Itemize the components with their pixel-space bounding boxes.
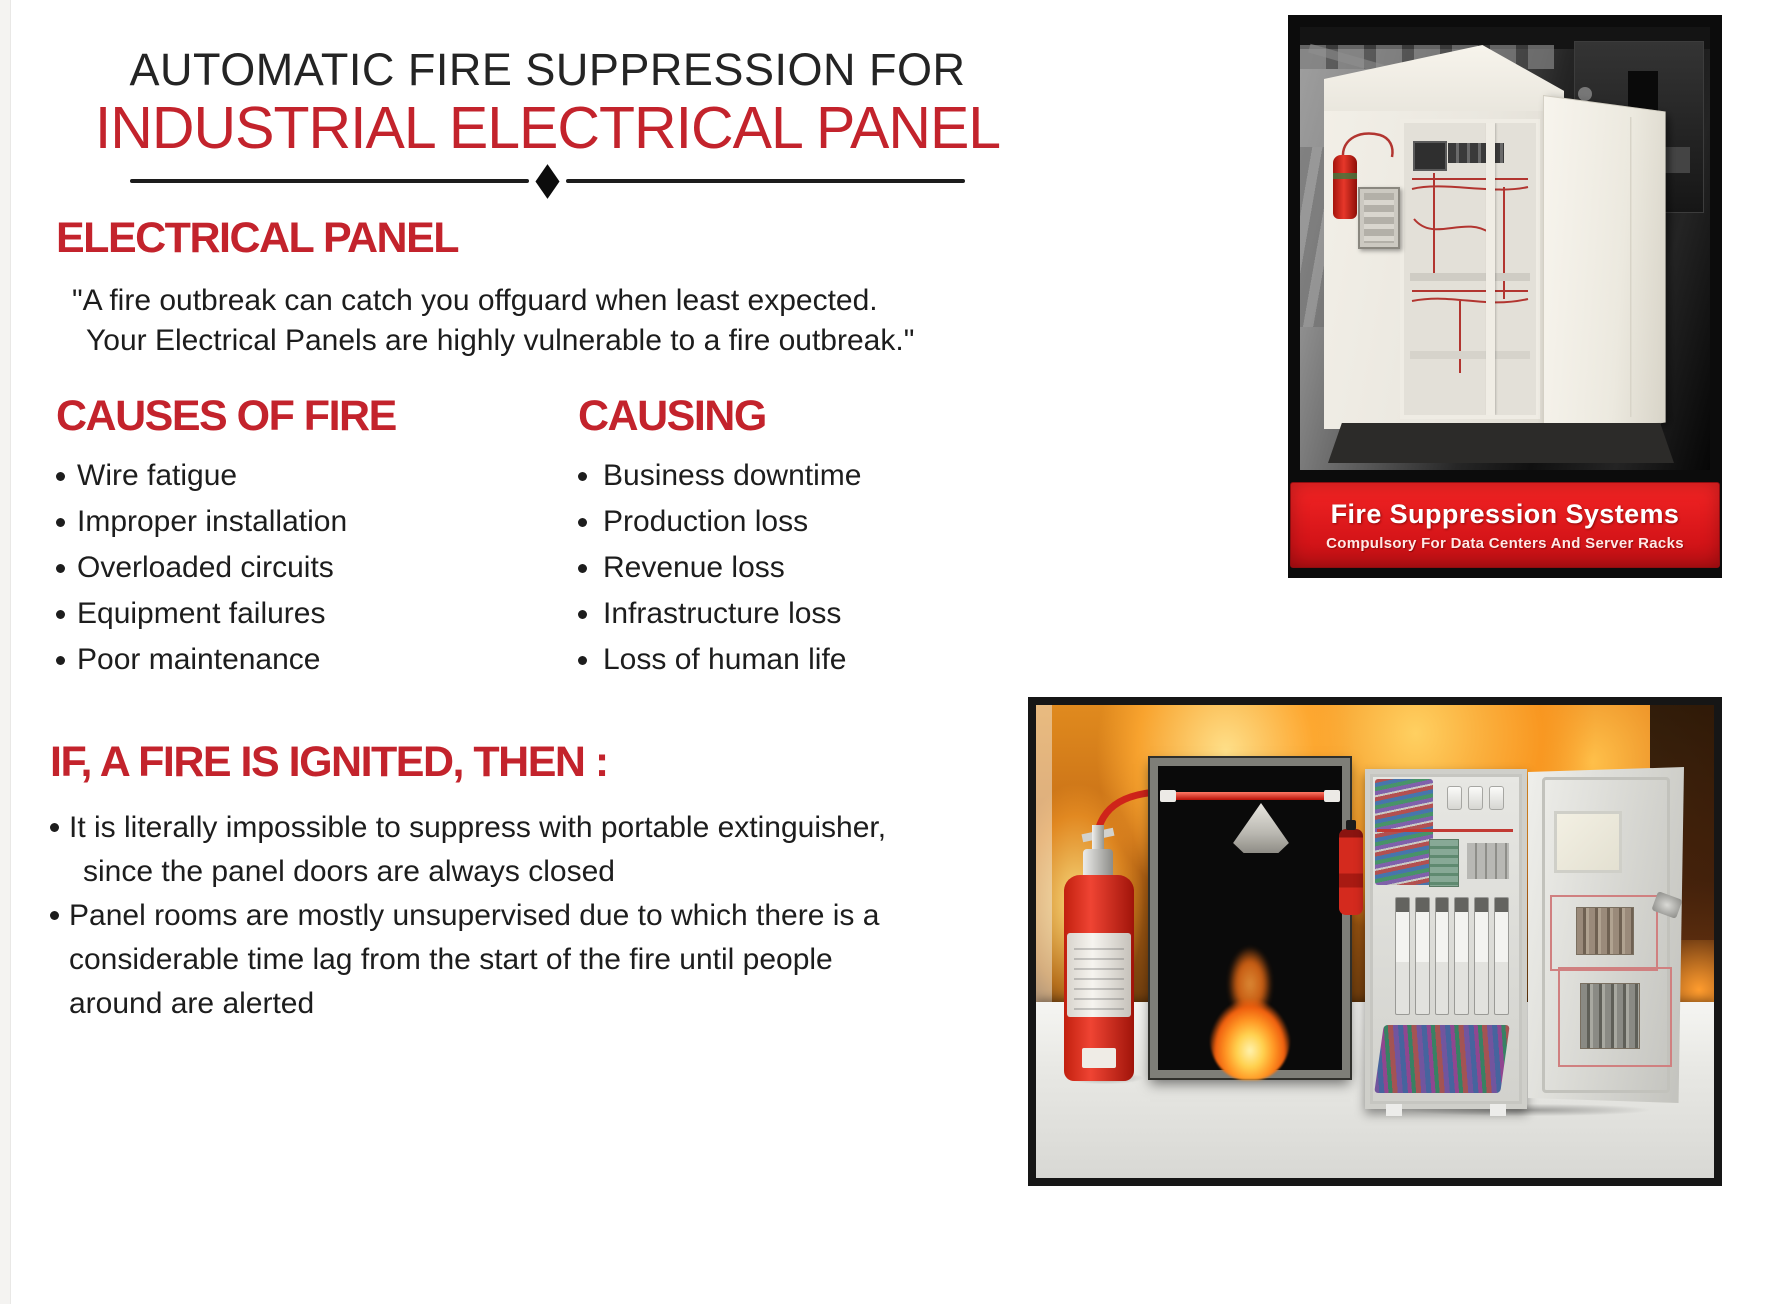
list-item bbox=[56, 499, 396, 545]
list-item bbox=[50, 806, 1050, 894]
bullet-icon bbox=[50, 823, 59, 832]
red-wire-run bbox=[1377, 829, 1513, 832]
interior-shelf bbox=[1410, 351, 1530, 359]
bullet-icon bbox=[56, 656, 65, 665]
wire-bundle-bottom bbox=[1374, 1025, 1510, 1093]
circuit-breaker bbox=[1474, 897, 1489, 1015]
factory-light bbox=[1578, 87, 1592, 101]
window-frame-strip bbox=[1036, 705, 1052, 1005]
bullet-icon bbox=[578, 518, 587, 527]
page-title-line2: INDUSTRIAL ELECTRICAL PANEL bbox=[94, 94, 1001, 161]
bullet-icon bbox=[578, 656, 587, 665]
panel-open-door bbox=[1528, 767, 1684, 1103]
cabinet-interior bbox=[1400, 119, 1540, 419]
diamond-icon bbox=[535, 164, 559, 199]
pipe-cap bbox=[1160, 790, 1176, 802]
causes-of-fire-section bbox=[56, 392, 396, 683]
fire-ignited-list bbox=[50, 806, 1050, 1026]
breaker-row bbox=[1395, 897, 1509, 1015]
fire-extinguisher-cylinder bbox=[1064, 825, 1134, 1081]
text-line: Panel rooms are mostly unsupervised due to which there is a bbox=[69, 899, 880, 933]
page-title-line1: AUTOMATIC FIRE SUPPRESSION FOR bbox=[129, 44, 966, 95]
terminal-block bbox=[1429, 839, 1459, 887]
banner-title: Fire Suppression Systems bbox=[1330, 498, 1680, 529]
door-relay-cluster bbox=[1576, 907, 1634, 955]
causes-list bbox=[56, 453, 396, 683]
panel-foot bbox=[1386, 1104, 1402, 1116]
mounted-extinguisher-icon bbox=[1333, 155, 1357, 219]
open-electrical-panel bbox=[1365, 769, 1527, 1109]
circuit-breaker bbox=[1395, 897, 1410, 1015]
control-keypad bbox=[1358, 187, 1400, 249]
divider-line-right bbox=[566, 179, 965, 183]
interior-mullion bbox=[1486, 123, 1495, 415]
list-item-label: Improper installation bbox=[77, 505, 348, 539]
bullet-icon bbox=[50, 911, 59, 920]
pipe-cap bbox=[1324, 790, 1340, 802]
interior-shelf bbox=[1410, 273, 1530, 281]
title-block bbox=[75, 44, 1020, 190]
photo-banner bbox=[1290, 482, 1720, 568]
keypad-buttons bbox=[1364, 193, 1394, 243]
fuse-cap bbox=[1468, 786, 1483, 810]
suppression-cabinet-photo bbox=[1288, 15, 1722, 578]
causing-heading: CAUSING bbox=[578, 392, 766, 440]
circuit-breaker bbox=[1435, 897, 1450, 1015]
list-item-label: Loss of human life bbox=[603, 643, 847, 677]
extinguisher-valve bbox=[1092, 825, 1104, 851]
list-item bbox=[50, 894, 1050, 1026]
bullet-icon bbox=[578, 472, 587, 481]
fire-ignited-section bbox=[50, 738, 1050, 1026]
circuit-breaker bbox=[1454, 897, 1469, 1015]
fuse-caps bbox=[1447, 786, 1504, 810]
list-item-label: Overloaded circuits bbox=[77, 551, 334, 585]
causing-list bbox=[578, 453, 861, 683]
extinguisher-band bbox=[1333, 173, 1357, 179]
door-window bbox=[1554, 811, 1622, 873]
list-item-text bbox=[69, 806, 886, 894]
fuse-cap bbox=[1489, 786, 1504, 810]
list-item-label: Business downtime bbox=[603, 459, 862, 493]
electrical-panel-section bbox=[56, 214, 458, 262]
text-line: considerable time lag from the start of the fire until people bbox=[69, 943, 833, 977]
list-item bbox=[578, 637, 861, 683]
list-item-label: Poor maintenance bbox=[77, 643, 321, 677]
quote-line-1: "A fire outbreak can catch you offguard when least expected. bbox=[72, 284, 878, 317]
bullet-icon bbox=[578, 564, 587, 573]
text-line: around are alerted bbox=[69, 987, 315, 1021]
causes-heading: CAUSES OF FIRE bbox=[56, 392, 396, 440]
fire-ignited-heading: IF, A FIRE IS IGNITED, THEN : bbox=[50, 738, 608, 786]
page-edge-shade bbox=[0, 0, 11, 1304]
intro-quote bbox=[72, 281, 914, 361]
bullet-icon bbox=[56, 518, 65, 527]
circuit-breaker bbox=[1415, 897, 1430, 1015]
bullet-icon bbox=[56, 610, 65, 619]
interior-components bbox=[1448, 143, 1504, 163]
list-item bbox=[578, 499, 861, 545]
text-line: It is literally impossible to suppress with portable extinguisher, bbox=[69, 811, 887, 845]
label-text-lines bbox=[1074, 940, 1124, 1010]
bullet-icon bbox=[578, 610, 587, 619]
list-item bbox=[578, 545, 861, 591]
list-item bbox=[578, 591, 861, 637]
panel-backplate bbox=[1373, 777, 1519, 1101]
discharge-pipe bbox=[1163, 792, 1337, 800]
extinguisher-cap bbox=[1346, 820, 1356, 830]
factory-scene bbox=[1300, 27, 1710, 470]
interior-display bbox=[1413, 141, 1447, 171]
fire-suppression-action-photo bbox=[1028, 697, 1722, 1186]
flame-illustration bbox=[1210, 988, 1290, 1080]
text-line: since the panel doors are always closed bbox=[83, 855, 615, 889]
fuse-cap bbox=[1447, 786, 1462, 810]
door-relay-cluster bbox=[1580, 983, 1640, 1049]
list-item-label: Revenue loss bbox=[603, 551, 785, 585]
list-item-label: Infrastructure loss bbox=[603, 597, 842, 631]
bullet-icon bbox=[56, 564, 65, 573]
list-item bbox=[56, 545, 396, 591]
title-divider bbox=[130, 173, 965, 190]
list-item bbox=[56, 637, 396, 683]
extinguisher-label bbox=[1067, 933, 1131, 1017]
causing-section bbox=[578, 392, 861, 683]
circuit-breaker bbox=[1494, 897, 1509, 1015]
cabinet-plinth bbox=[1328, 423, 1674, 463]
list-item bbox=[56, 591, 396, 637]
cabinet-open-door bbox=[1543, 95, 1666, 439]
list-item bbox=[56, 453, 396, 499]
wire-bundle-top bbox=[1375, 779, 1433, 885]
list-item-text bbox=[69, 894, 879, 1026]
panel-foot bbox=[1490, 1104, 1506, 1116]
quote-line-2: Your Electrical Panels are highly vulnerable to a fire outbreak." bbox=[86, 324, 915, 357]
extinguisher-bottom-band bbox=[1082, 1048, 1116, 1068]
suppression-test-chamber bbox=[1150, 758, 1350, 1078]
suppression-nozzle-cone bbox=[1230, 803, 1292, 853]
list-item-label: Equipment failures bbox=[77, 597, 326, 631]
electrical-panel-heading: ELECTRICAL PANEL bbox=[56, 214, 459, 262]
list-item-label: Production loss bbox=[603, 505, 809, 539]
banner-subtitle: Compulsory For Data Centers And Server Racks bbox=[1326, 534, 1684, 552]
extinguisher-body bbox=[1064, 875, 1134, 1081]
relay-modules bbox=[1467, 843, 1509, 879]
list-item-label: Wire fatigue bbox=[77, 459, 238, 493]
list-item bbox=[578, 453, 861, 499]
small-extinguisher bbox=[1339, 829, 1363, 915]
divider-line-left bbox=[130, 179, 529, 183]
door-seam bbox=[1630, 117, 1631, 417]
bullet-icon bbox=[56, 472, 65, 481]
